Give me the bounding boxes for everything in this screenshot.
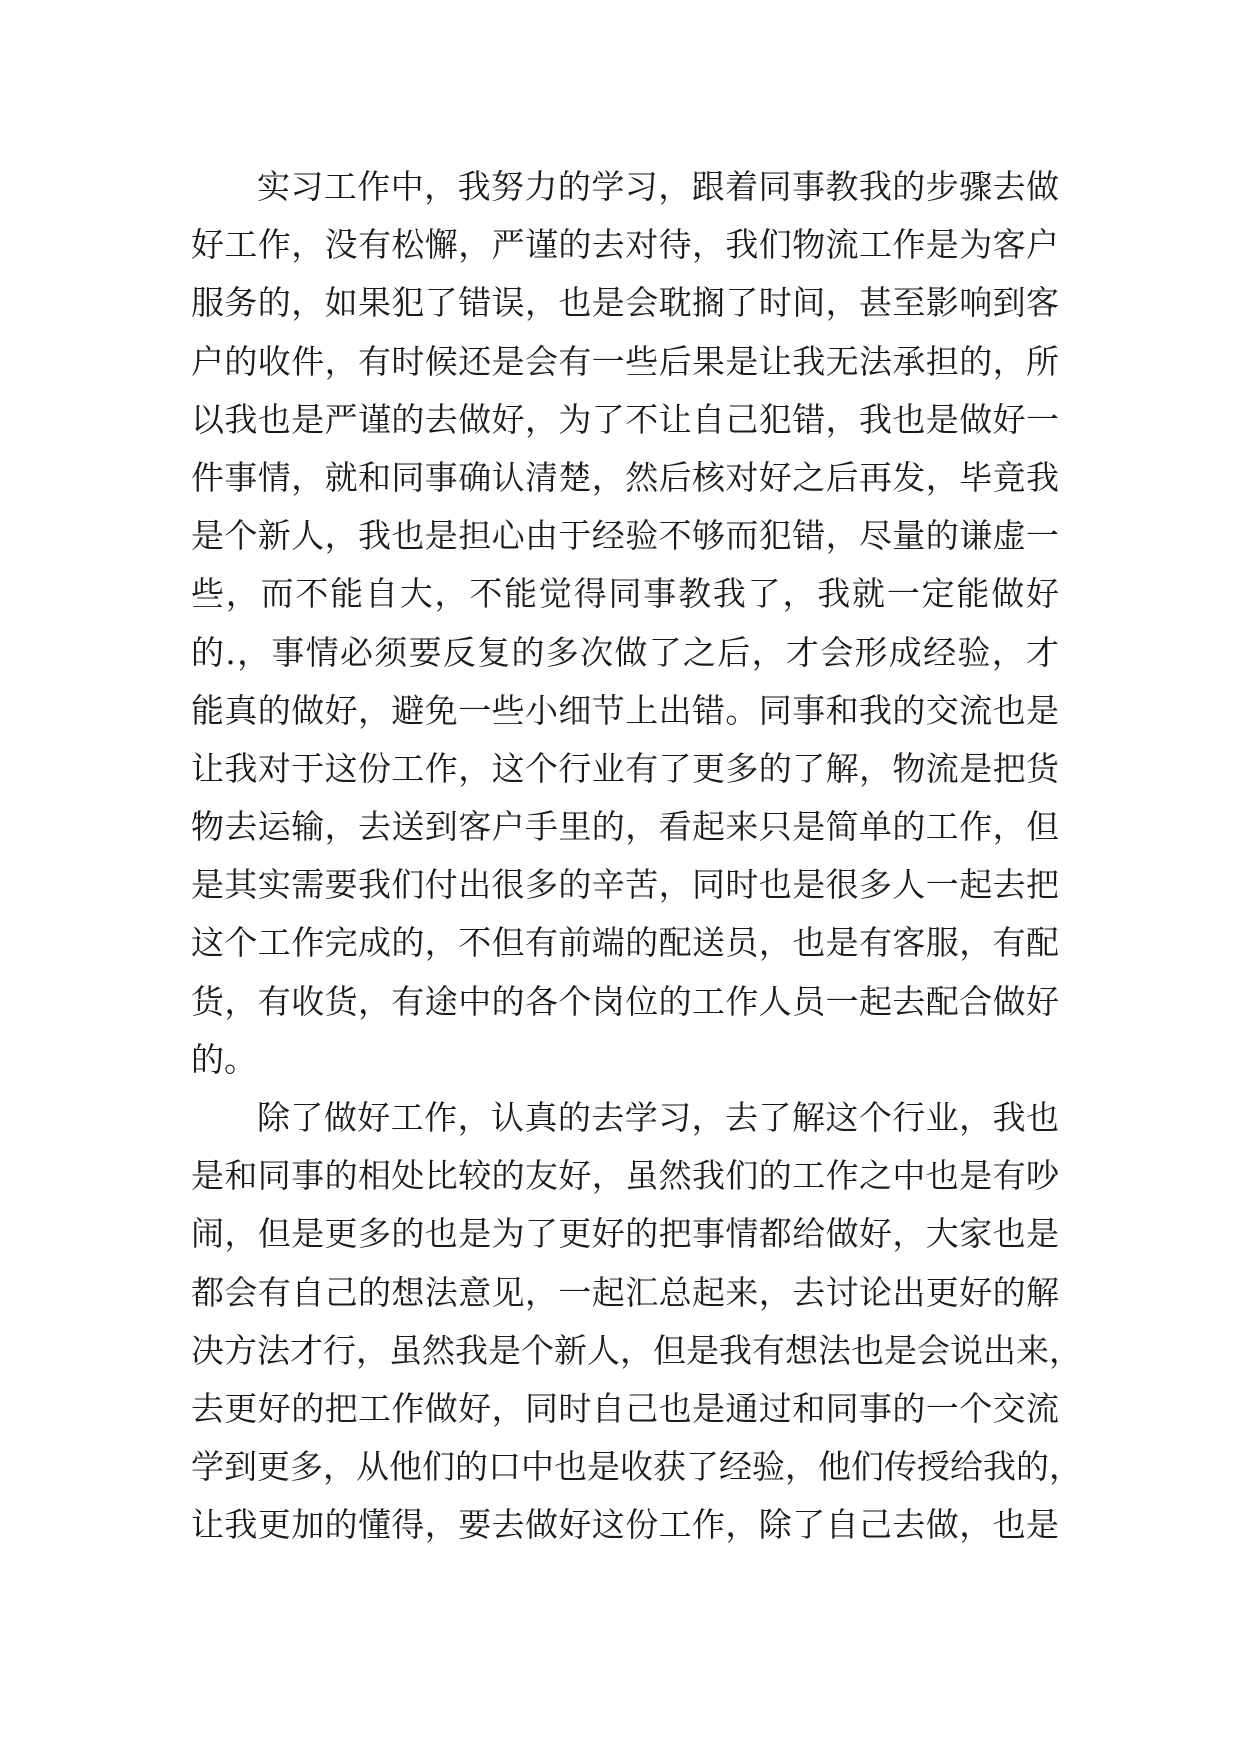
text-line: 是其实需要我们付出很多的辛苦，同时也是很多人一起去把 bbox=[191, 865, 1059, 905]
text-line: 这个工作完成的，不但有前端的配送员，也是有客服，有配 bbox=[191, 923, 1059, 963]
text-line: 好工作，没有松懈，严谨的去对待，我们物流工作是为客户 bbox=[191, 225, 1059, 265]
text-line: 是个新人，我也是担心由于经验不够而犯错，尽量的谦虚一 bbox=[191, 516, 1059, 556]
text-line: 除了做好工作，认真的去学习，去了解这个行业，我也 bbox=[257, 1098, 1059, 1137]
text-line: 让我对于这份工作，这个行业有了更多的了解，物流是把货 bbox=[191, 748, 1059, 788]
text-line: 物去运输，去送到客户手里的，看起来只是简单的工作，但 bbox=[191, 807, 1059, 847]
document-body bbox=[191, 158, 1082, 1555]
text-line: 实习工作中，我努力的学习，跟着同事教我的步骤去做 bbox=[257, 167, 1059, 206]
paragraph-2 bbox=[191, 1089, 1082, 1555]
text-line: 些，而不能自大，不能觉得同事教我了，我就一定能做好 bbox=[191, 574, 1059, 614]
text-line: 是和同事的相处比较的友好，虽然我们的工作之中也是有吵 bbox=[191, 1156, 1059, 1196]
text-line: 闹，但是更多的也是为了更好的把事情都给做好，大家也是 bbox=[191, 1214, 1059, 1254]
text-line: 都会有自己的想法意见，一起汇总起来，去讨论出更好的解 bbox=[191, 1272, 1059, 1312]
text-line: 学到更多，从他们的口中也是收获了经验，他们传授给我的， bbox=[191, 1447, 1082, 1487]
text-line: 的.，事情必须要反复的多次做了之后，才会形成经验，才 bbox=[191, 632, 1059, 672]
text-line: 服务的，如果犯了错误，也是会耽搁了时间，甚至影响到客 bbox=[191, 283, 1059, 323]
text-line: 去更好的把工作做好，同时自己也是通过和同事的一个交流 bbox=[191, 1388, 1059, 1428]
paragraph-1 bbox=[191, 158, 1059, 1089]
text-line: 户的收件，有时候还是会有一些后果是让我无法承担的，所 bbox=[191, 341, 1059, 381]
text-line: 货，有收货，有途中的各个岗位的工作人员一起去配合做好 bbox=[191, 981, 1059, 1021]
text-line: 让我更加的懂得，要去做好这份工作，除了自己去做，也是 bbox=[191, 1505, 1059, 1545]
text-line: 决方法才行，虽然我是个新人，但是我有想法也是会说出来， bbox=[191, 1330, 1082, 1370]
text-line: 件事情，就和同事确认清楚，然后核对好之后再发，毕竟我 bbox=[191, 457, 1059, 497]
text-line: 能真的做好，避免一些小细节上出错。同事和我的交流也是 bbox=[191, 690, 1059, 730]
text-line: 以我也是严谨的去做好，为了不让自己犯错，我也是做好一 bbox=[191, 399, 1059, 439]
text-line: 的。 bbox=[191, 1039, 257, 1079]
